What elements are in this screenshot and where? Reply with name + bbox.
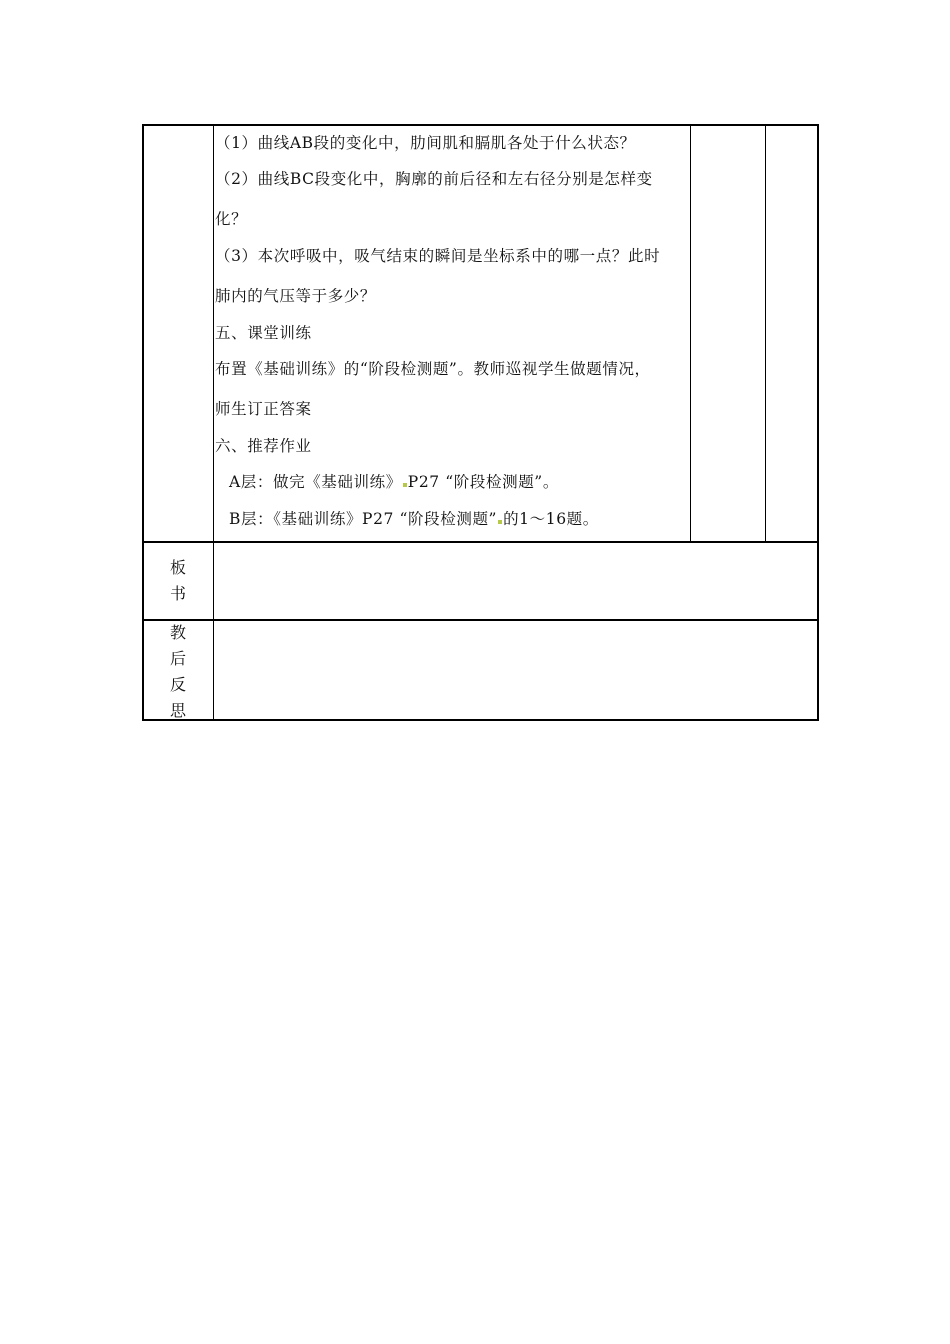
- homework-level-b: [229, 507, 599, 529]
- section-6-heading: 六、推荐作业: [215, 437, 312, 455]
- reflection-label: [142, 620, 214, 724]
- section-5-heading: 五、课堂训练: [215, 324, 312, 342]
- annotation-mark: [498, 520, 502, 524]
- column-divider-right: [765, 124, 766, 542]
- reflection-label-char-1: 教: [169, 623, 186, 642]
- annotation-mark: [403, 483, 407, 487]
- homework-b-part-1: B层：《基础训练》P27 “阶段检测题”: [229, 510, 498, 528]
- homework-a-part-1: A层：做完《基础训练》: [229, 473, 402, 491]
- homework-b-part-2: 的1～16题。: [503, 510, 599, 528]
- question-3-line-1: （3）本次呼吸中，吸气结束的瞬间是坐标系中的哪一点？此时: [215, 247, 661, 265]
- row-divider-blackboard: [142, 541, 819, 543]
- blackboard-label: [142, 555, 214, 607]
- question-1: （1）曲线AB段的变化中，肋间肌和膈肌各处于什么状态？: [215, 134, 636, 152]
- blackboard-label-char-2: 书: [169, 584, 186, 603]
- reflection-label-char-4: 思: [169, 701, 186, 720]
- homework-a-part-2: P27 “阶段检测题”。: [407, 473, 559, 491]
- question-2-line-2: 化？: [215, 210, 248, 228]
- column-divider-notes: [690, 124, 691, 542]
- homework-level-a: [229, 470, 559, 492]
- question-3-line-2: 肺内的气压等于多少？: [215, 287, 377, 305]
- section-5-text-line-2: 师生订正答案: [215, 400, 312, 418]
- question-2-line-1: （2）曲线BC段变化中，胸廓的前后径和左右径分别是怎样变: [215, 170, 653, 188]
- reflection-label-char-2: 后: [169, 649, 186, 668]
- section-5-text-line-1: 布置《基础训练》的“阶段检测题”。教师巡视学生做题情况，: [215, 360, 651, 378]
- blackboard-label-char-1: 板: [169, 558, 186, 577]
- row-divider-reflection: [142, 619, 819, 621]
- reflection-label-char-3: 反: [169, 675, 186, 694]
